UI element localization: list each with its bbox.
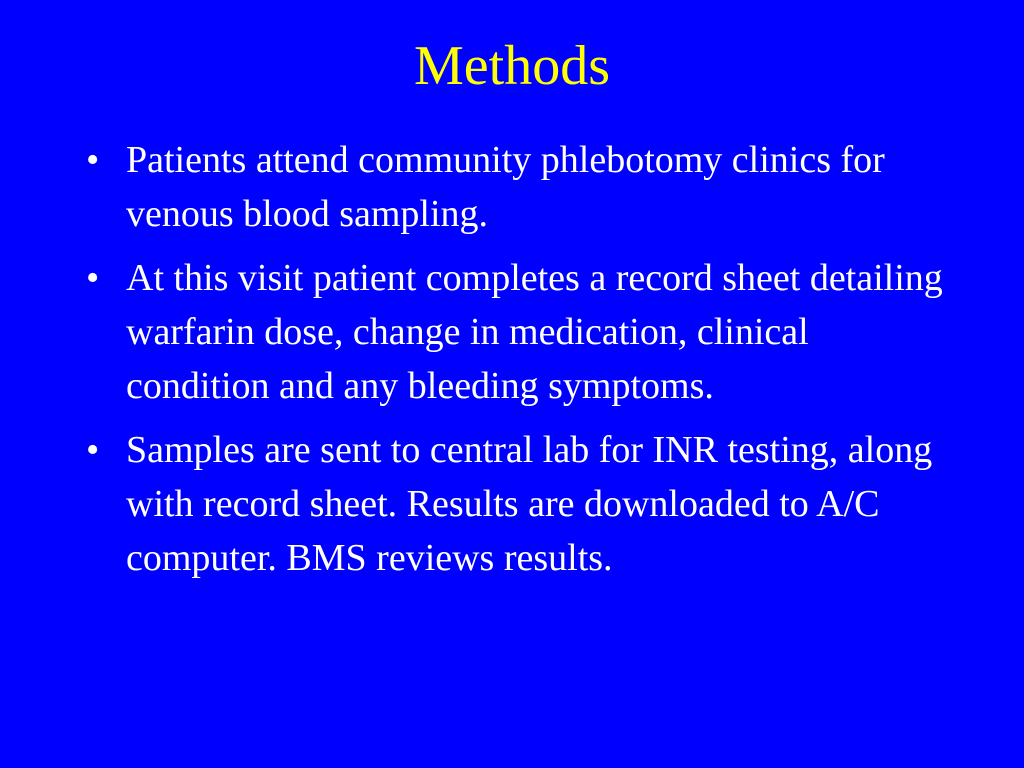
- bullet-text: At this visit patient completes a record sheet detailing warfarin dose, change in medication, clinical condition and any bleeding symptoms.: [126, 257, 943, 407]
- bullet-list: [86, 133, 956, 595]
- bullet-dot-icon: •: [86, 257, 100, 299]
- bullet-item: [86, 133, 956, 241]
- bullet-item: [86, 423, 956, 585]
- bullet-dot-icon: •: [86, 139, 100, 181]
- slide-title: Methods: [414, 35, 610, 97]
- bullet-item: [86, 251, 956, 413]
- bullet-dot-icon: •: [86, 429, 100, 471]
- bullet-text: Patients attend community phlebotomy clinics for venous blood sampling.: [126, 139, 885, 235]
- bullet-text: Samples are sent to central lab for INR testing, along with record sheet. Results are downloaded to A/C computer. BMS reviews results.: [126, 429, 933, 579]
